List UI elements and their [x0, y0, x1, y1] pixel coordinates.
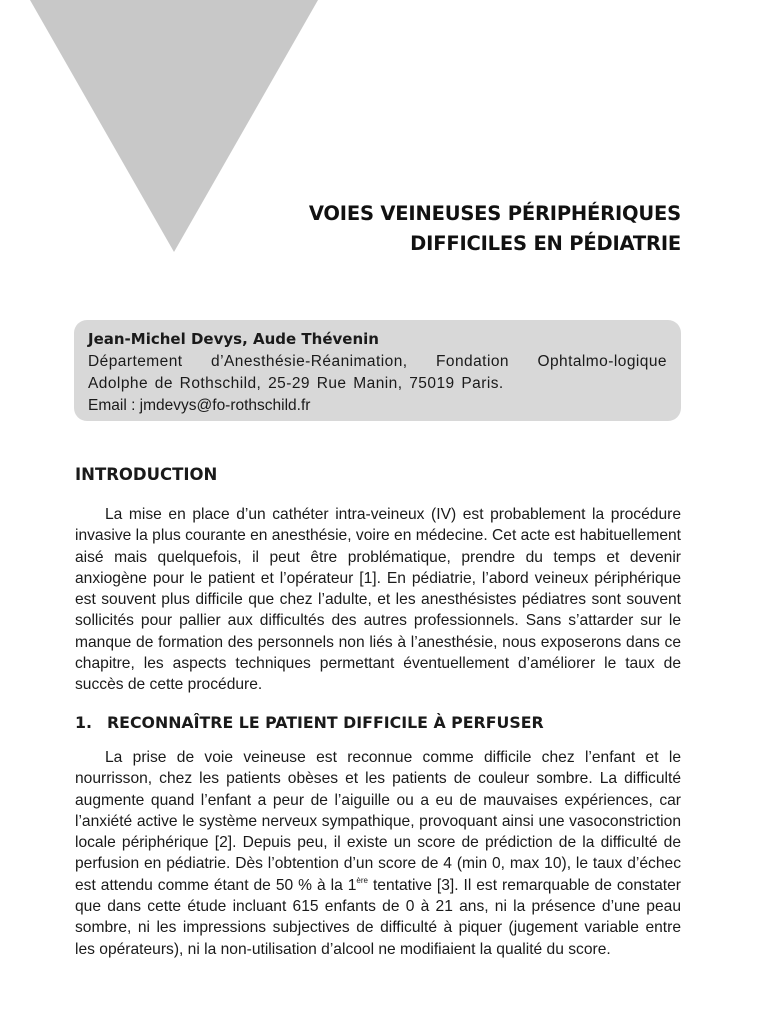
- chapter-title-line-1: VOIES VEINEUSES PÉRIPHÉRIQUES: [308, 202, 681, 225]
- chapter-title-line-2: DIFFICILES EN PÉDIATRIE: [410, 232, 681, 255]
- introduction-paragraph: La mise en place d’un cathéter intra-veineux (IV) est probablement la procédure invasive la plus courante en anesthésie, voire en médecine. Cet acte est habituellement aisé mais quelquefois, il peut être problématique, prendre du temps et devenir anxiogène pour le patient et l’opérateur [1]. En pédiatrie, l’abord veineux périphérique est souvent plus difficile que chez l’adulte, et les anesthésistes pédiatres sont souvent sollicités pour pallier aux difficultés des autres professionnels. Sans s’attarder sur le manque de formation des personnels non liés à l’anesthésie, nous exposerons dans ce chapitre, les aspects techniques permettant éventuellement d’améliorer le taux de succès de cette procédure.: [75, 506, 681, 694]
- section-1-paragraph-part-1: La prise de voie veineuse est reconnue comme difficile chez l’enfant et le nourrisson, chez les patients obèses et les patients de couleur sombre. La difficulté augmente quand l’enfant a peur de l’aiguille ou a eu de mauvaises expériences, car l’anxiété active le système nerveux sympathique, provoquant ainsi une vasoconstriction locale périphérique [2]. Depuis peu, il existe un score de prédiction de la difficulté de perfusion en pédiatrie. Dès l’obtention d’un score de 4 (min 0, max 10), le taux d’échec est attendu comme étant de 50 % à la 1: [75, 749, 681, 894]
- section-1-paragraph-part-2: tentative [3]. Il est remarquable de constater que dans cette étude incluant 615 enfants de 0 à 21 ans, ni la présence d’une peau sombre, ni les impressions subjectives de difficulté à piquer (jugement variable entre les opérateurs), ni la non-utilisation d’alcool ne modifiaient la qualité du score.: [75, 876, 682, 958]
- section-1-title: RECONNAÎTRE LE PATIENT DIFFICILE À PERFUSER: [107, 713, 544, 732]
- chapter-title: [121, 199, 681, 259]
- author-email: Email : jmdevys@fo-rothschild.fr: [88, 397, 311, 414]
- section-1-heading: [75, 711, 544, 735]
- introduction-heading: INTRODUCTION: [75, 465, 218, 484]
- section-1-number: 1.: [75, 713, 92, 732]
- section-1-paragraph: [75, 747, 681, 960]
- author-info-box: [74, 320, 681, 421]
- author-affiliation: Département d’Anesthésie-Réanimation, Fondation Ophtalmo-logique Adolphe de Rothschild, 25-29 Rue Manin, 75019 Paris.: [88, 353, 667, 392]
- author-names: Jean-Michel Devys, Aude Thévenin: [88, 330, 379, 348]
- ordinal-superscript: ère: [356, 875, 368, 885]
